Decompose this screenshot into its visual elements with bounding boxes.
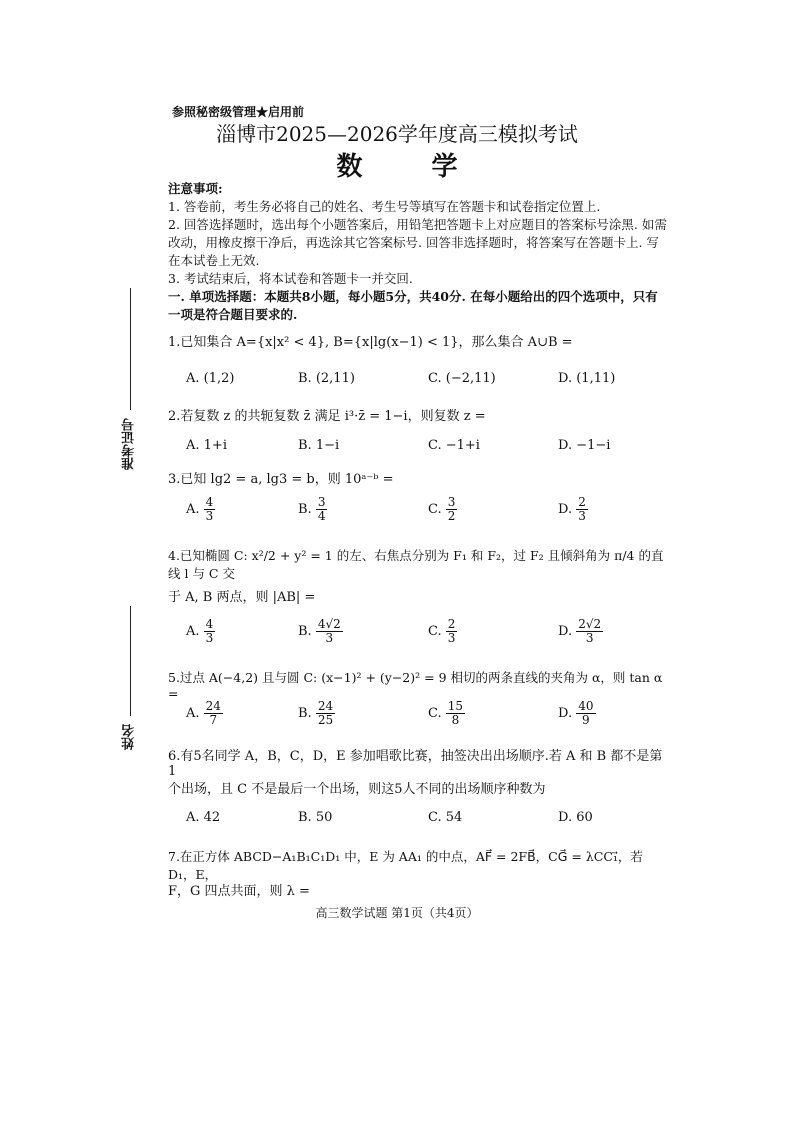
question-7-line2: F，G 四点共面，则 λ = [168, 884, 310, 899]
q6-option-c: C. 54 [428, 810, 463, 825]
q4-d-frac [576, 618, 603, 645]
q4-c-frac [446, 618, 458, 645]
q3-d-num: 2 [578, 495, 586, 509]
q5-b-den: 25 [317, 713, 334, 727]
exam-no-label: 准考证号 [122, 418, 137, 470]
q5-a-frac [204, 700, 223, 727]
q2-option-a: A. 1+i [186, 438, 227, 453]
q2-option-d: D. −1−i [558, 438, 611, 453]
q4-b-den: 3 [325, 631, 334, 645]
q3-c-letter: C. [428, 502, 442, 517]
q4-c-letter: C. [428, 624, 442, 639]
q4-b-frac [316, 618, 343, 645]
notice-heading: 注意事项: [168, 181, 223, 196]
q5-d-frac [576, 700, 595, 727]
q3-option-b [298, 496, 327, 523]
q3-b-den: 4 [317, 509, 326, 523]
exam-no-line [130, 288, 131, 410]
q3-option-a [186, 496, 215, 523]
question-7-line1: 7.在正方体 ABCD−A₁B₁C₁D₁ 中，E 为 AA₁ 的中点，AF⃗ = 2FB⃗，CG⃗ = λCC₁⃗，若 D₁，E， [168, 849, 643, 882]
q5-b-letter: B. [298, 706, 312, 721]
q2-option-b: B. 1−i [298, 438, 340, 453]
q5-option-b [298, 700, 335, 727]
q3-b-letter: B. [298, 502, 312, 517]
q1-option-a: A. (1,2) [186, 371, 235, 386]
q4-a-den: 3 [205, 631, 214, 645]
q3-a-frac [204, 496, 216, 523]
notice-item-1: 1. 答卷前，考生务必将自己的姓名、考生号等填写在答题卡和试卷指定位置上. [168, 199, 601, 214]
q5-c-den: 8 [451, 713, 460, 727]
q4-a-frac [204, 618, 216, 645]
q3-option-d [558, 496, 588, 523]
q5-d-num: 40 [578, 699, 594, 713]
q3-b-frac [316, 496, 328, 523]
q1-option-b: B. (2,11) [298, 371, 355, 386]
page-footer: 高三数学试题 第1页（共4页） [315, 906, 479, 920]
q6-option-a: A. 42 [186, 810, 221, 825]
q3-c-frac [446, 496, 458, 523]
question-6-line1: 6.有5名同学 A，B，C，D，E 参加唱歌比赛，抽签决出出场顺序.若 A 和 B 都不是第1 [168, 749, 663, 779]
q4-b-letter: B. [298, 624, 312, 639]
q4-a-letter: A. [186, 624, 200, 639]
question-6-line2: 个出场，且 C 不是最后一个出场，则这5人不同的出场顺序种数为 [168, 782, 546, 797]
q4-c-num: 2 [447, 617, 456, 631]
notice-item-2: 2. 回答选择题时，选出每个小题答案后，用铅笔把答题卡上对应题目的答案标号涂黑. 如需改动，用橡皮擦干净后，再选涂其它答案标号. 回答非选择题时，将答案写在答题卡上. 写在本试卷上无效. [168, 217, 667, 268]
q4-option-b [298, 618, 343, 645]
q5-c-letter: C. [428, 706, 442, 721]
q5-b-num: 24 [317, 699, 334, 713]
q4-c-den: 3 [447, 631, 456, 645]
q3-d-den: 3 [578, 509, 586, 523]
q3-a-den: 3 [205, 509, 214, 523]
q3-d-letter: D. [558, 502, 573, 517]
q6-option-d: D. 60 [558, 810, 593, 825]
q4-d-den: 3 [585, 631, 594, 645]
secret-label: 参照秘密级管理★启用前 [172, 105, 305, 119]
q3-c-num: 3 [447, 495, 456, 509]
q3-a-num: 4 [205, 495, 214, 509]
q3-option-c [428, 496, 457, 523]
question-5: 5.过点 A(−4,2) 且与圆 C: (x−1)² + (y−2)² = 9 相切的两条直线的夹角为 α，则 tan α = [168, 670, 663, 701]
question-2: 2.若复数 z 的共轭复数 z̄ 满足 i³·z̄ = 1−i，则复数 z = [168, 409, 486, 424]
q1-option-c: C. (−2,11) [428, 371, 496, 386]
q4-option-d [558, 618, 603, 645]
q4-b-num: 4√2 [317, 617, 341, 631]
section-heading: 一. 单项选择题：本题共8小题，每小题5分，共40分. 在每小题给出的四个选项中，只有一项是符合题目要求的. [168, 289, 658, 322]
q3-a-letter: A. [186, 502, 200, 517]
q5-option-a [186, 700, 223, 727]
question-4-line2: 于 A, B 两点，则 |AB| = [168, 590, 316, 605]
exam-title: 淄博市2025—2026学年度高三模拟考试 [216, 122, 578, 146]
q4-d-letter: D. [558, 624, 573, 639]
q5-option-c [428, 700, 465, 727]
q3-b-num: 3 [317, 495, 326, 509]
name-line [130, 606, 131, 716]
question-4-line1: 4.已知椭圆 C: x²/2 + y² = 1 的左、右焦点分别为 F₁ 和 F₂，过 F₂ 且倾斜角为 π/4 的直线 l 与 C 交 [168, 548, 664, 581]
q5-option-d [558, 700, 596, 727]
q4-d-num: 2√2 [578, 617, 602, 631]
q2-option-c: C. −1+i [428, 438, 480, 453]
q5-a-letter: A. [186, 706, 200, 721]
q4-option-a [186, 618, 215, 645]
q5-b-frac [316, 700, 335, 727]
subject-title: 数 学 [336, 152, 488, 182]
q4-option-c [428, 618, 457, 645]
question-3: 3.已知 lg2 = a, lg3 = b，则 10ᵃ⁻ᵇ = [168, 472, 394, 487]
q6-option-b: B. 50 [298, 810, 333, 825]
notice-item-3: 3. 考试结束后，将本试卷和答题卡一并交回. [168, 271, 413, 286]
name-label: 姓名 [122, 724, 137, 750]
q5-a-num: 24 [205, 699, 221, 713]
q3-c-den: 2 [447, 509, 456, 523]
q5-c-num: 15 [447, 699, 464, 713]
q3-d-frac [576, 496, 588, 523]
question-1: 1.已知集合 A={x|x² < 4}, B={x|lg(x−1) < 1}，那么集合 A∪B = [168, 335, 573, 350]
q5-a-den: 7 [209, 713, 218, 727]
q4-a-num: 4 [205, 617, 214, 631]
q5-d-letter: D. [558, 706, 573, 721]
q5-d-den: 9 [582, 713, 590, 727]
q1-option-d: D. (1,11) [558, 371, 616, 386]
q5-c-frac [446, 700, 465, 727]
